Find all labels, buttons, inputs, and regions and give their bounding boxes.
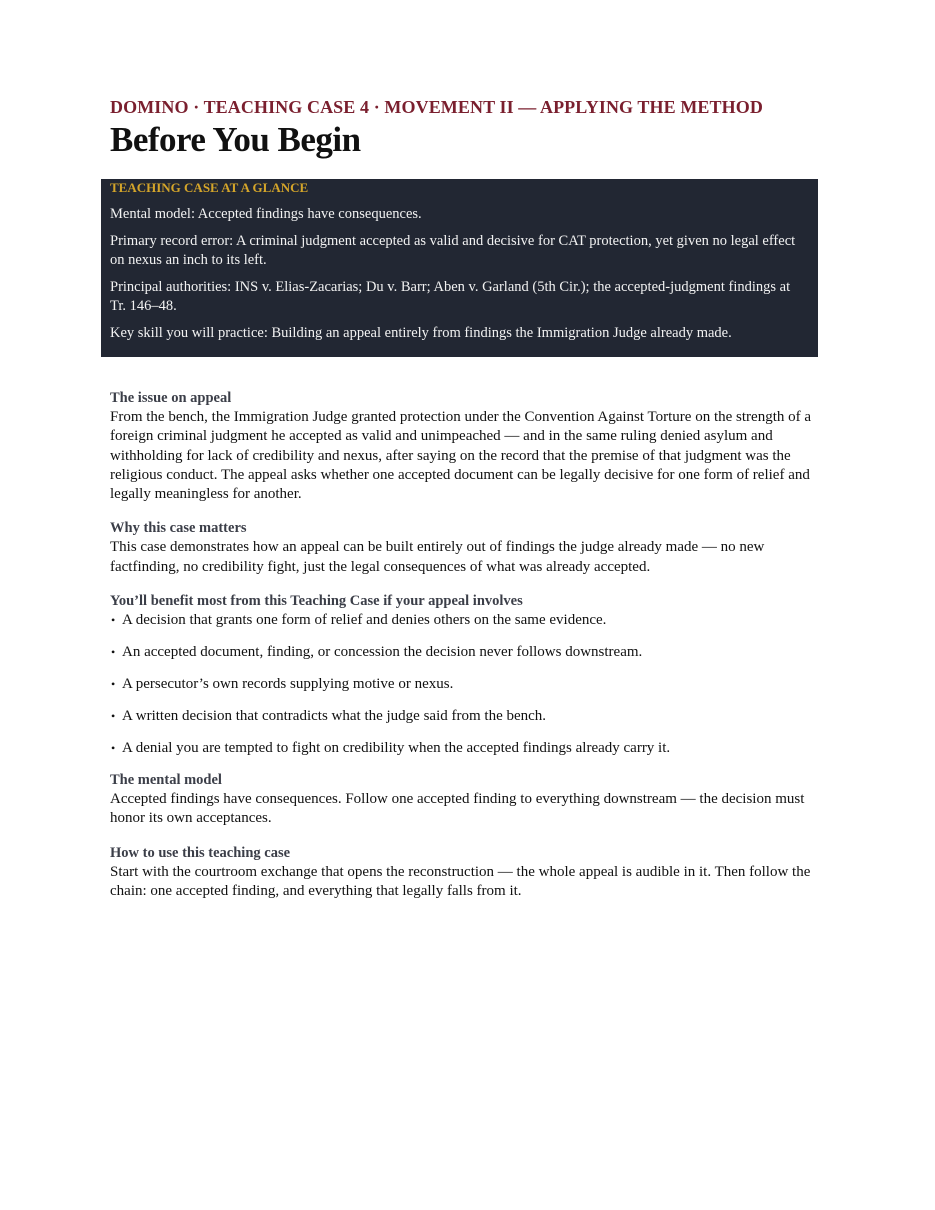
- glance-mental-model: Mental model: Accepted findings have consequences.: [110, 206, 422, 222]
- section-heading: The mental model: [110, 772, 222, 789]
- section-heading: You’ll benefit most from this Teaching Case if your appeal involves: [110, 593, 523, 610]
- bullet-icon: •: [111, 677, 116, 692]
- list-item: [110, 707, 825, 726]
- section-heading: Why this case matters: [110, 520, 247, 537]
- bullet-icon: •: [111, 709, 116, 724]
- glance-authorities: Principal authorities: INS v. Elias-Zacarias; Du v. Barr; Aben v. Garland (5th Cir.); the accepted-judgment findings at Tr. 146–48.: [110, 279, 791, 314]
- section-mental-model: [110, 771, 825, 829]
- main-content: [110, 389, 825, 916]
- page-title: Before You Begin: [110, 120, 361, 159]
- list-item-text: A written decision that contradicts what the judge said from the bench.: [122, 708, 547, 725]
- bullet-icon: •: [111, 613, 116, 628]
- section-how-to-use: [110, 844, 825, 902]
- list-item-text: A decision that grants one form of relief and denies others on the same evidence.: [122, 612, 607, 629]
- section-why: [110, 519, 825, 577]
- bullet-icon: •: [111, 645, 116, 660]
- list-item: [110, 611, 825, 630]
- section-issue: [110, 389, 825, 504]
- glance-heading: TEACHING CASE AT A GLANCE: [110, 180, 309, 195]
- glance-record-error: Primary record error: A criminal judgment accepted as valid and decisive for CAT protection, yet given no legal effect on nexus an inch to its left.: [110, 233, 796, 268]
- section-benefit: [110, 592, 825, 758]
- series-kicker: DOMINO · TEACHING CASE 4 · MOVEMENT II — APPLYING THE METHOD: [110, 97, 763, 117]
- section-body: From the bench, the Immigration Judge granted protection under the Convention Against Torture on the strength of a foreign criminal judgment he accepted as valid and unimpeached — and in the same ruling denied asylum and withholding for lack of credibility and nexus, after saying on the record that the premise of that judgment was the religious conduct. The appeal asks whether one accepted document can be legally decisive for one form of relief and legally meaningless for another.: [110, 409, 812, 503]
- section-heading: The issue on appeal: [110, 390, 232, 406]
- list-item-text: A denial you are tempted to fight on credibility when the accepted findings already carry it.: [122, 740, 671, 757]
- list-item: [110, 675, 825, 694]
- list-item-text: A persecutor’s own records supplying motive or nexus.: [122, 676, 454, 693]
- section-heading: How to use this teaching case: [110, 844, 291, 861]
- benefit-list: [110, 611, 825, 758]
- list-item: [110, 739, 825, 758]
- bullet-icon: •: [111, 741, 116, 756]
- glance-box: [101, 179, 818, 357]
- list-item: [110, 643, 825, 662]
- list-item-text: An accepted document, finding, or concession the decision never follows downstream.: [122, 644, 643, 661]
- page-header: [110, 96, 825, 160]
- glance-key-skill: Key skill you will practice: Building an appeal entirely from findings the Immigration Judge already made.: [110, 325, 732, 341]
- section-body: Start with the courtroom exchange that opens the reconstruction — the whole appeal is audible in it. Then follow the chain: one accepted finding, and everything that legally falls from it.: [110, 863, 811, 899]
- section-body: This case demonstrates how an appeal can be built entirely out of findings the judge already made — no new factfinding, no credibility fight, just the legal consequences of what was already accepted.: [110, 539, 765, 575]
- section-body: Accepted findings have consequences. Follow one accepted finding to everything downstream — the decision must honor its own acceptances.: [110, 791, 805, 827]
